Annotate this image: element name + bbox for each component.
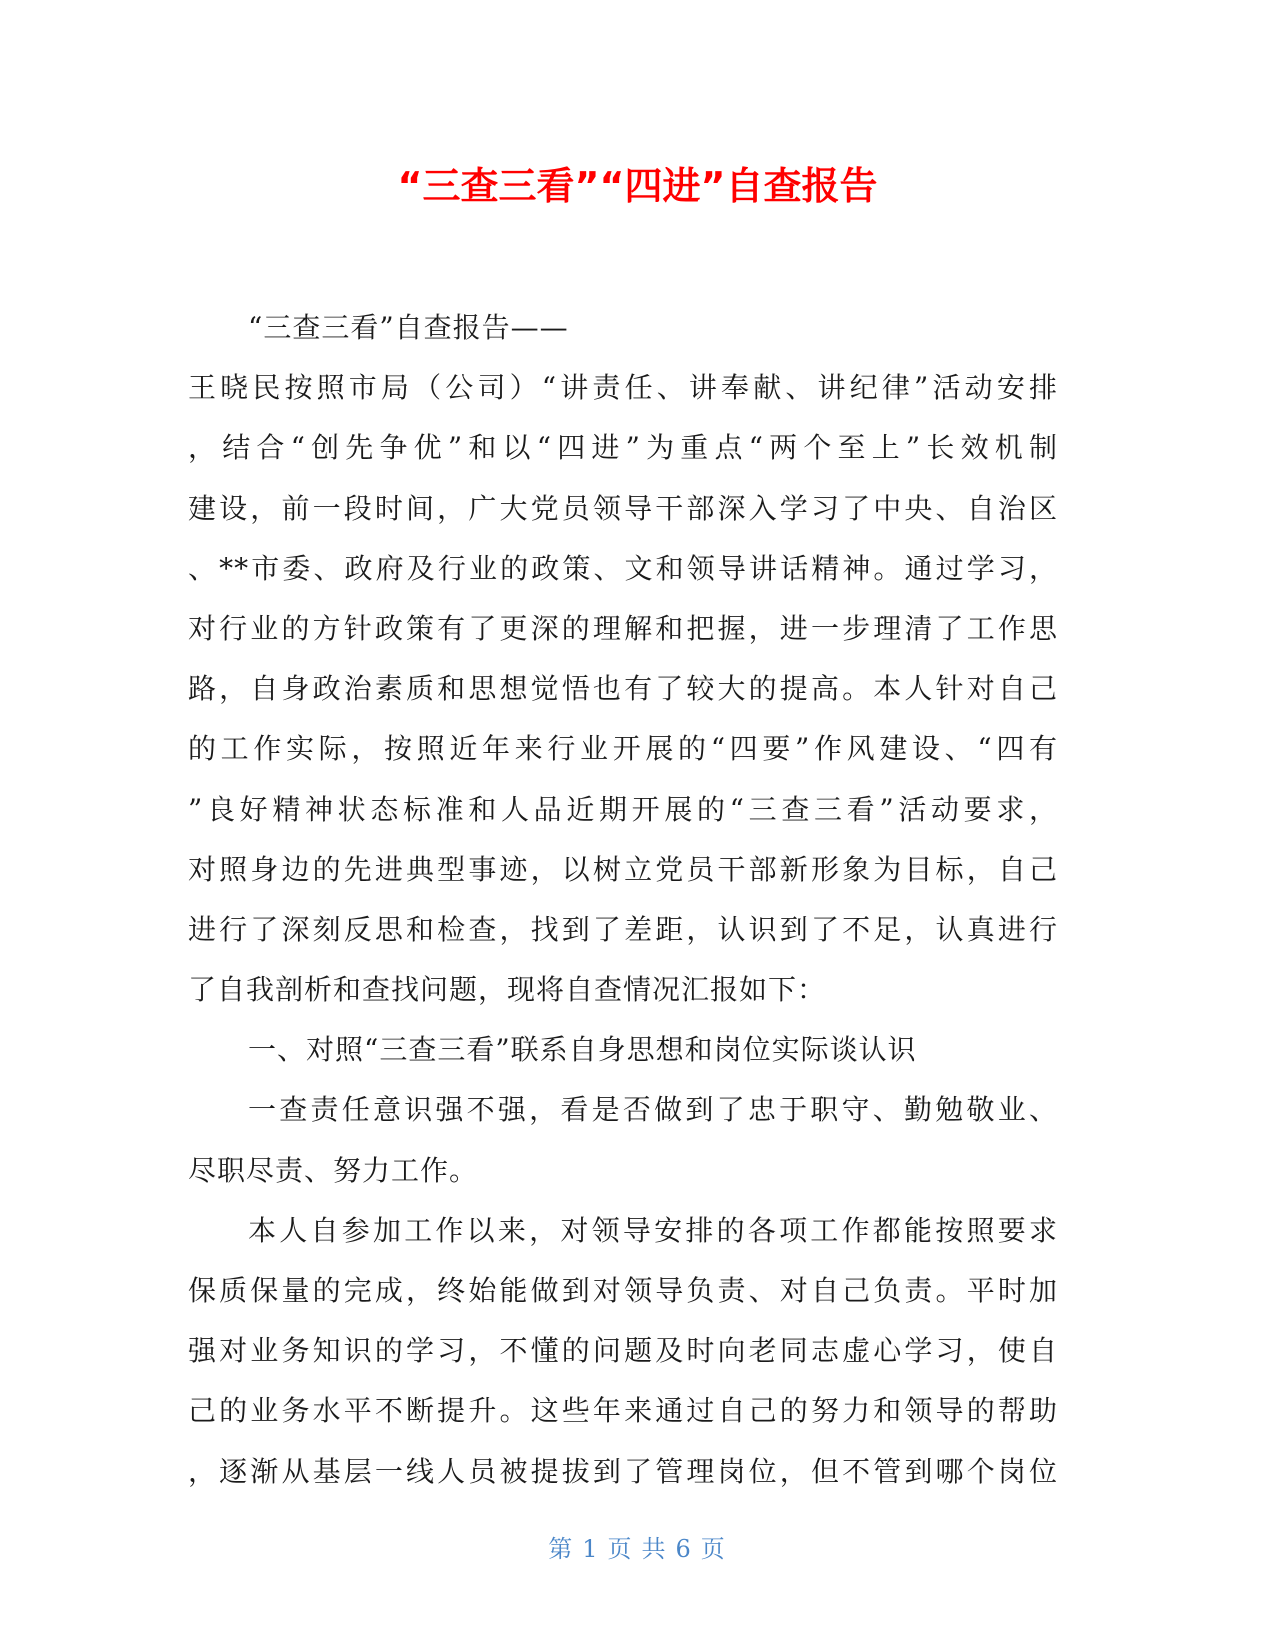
body-line: ，结合“创先争优”和以“四进”为重点“两个至上”长效机制 (188, 431, 1058, 465)
body-line: 的工作实际，按照近年来行业开展的“四要”作风建设、“四有 (188, 732, 1058, 766)
footer-page-unit: 页 (607, 1535, 634, 1563)
body-line: 一查责任意识强不强，看是否做到了忠于职守、勤勉敬业、 (248, 1093, 1058, 1127)
body-line: “三查三看”自查报告—— (248, 311, 569, 344)
body-line: 路，自身政治素质和思想觉悟也有了较大的提高。本人针对自己 (188, 672, 1058, 706)
page-title: “三查三看”“四进”自查报告 (397, 164, 878, 208)
footer-total-unit: 页 (700, 1535, 727, 1563)
body-line: ”良好精神状态标准和人品近期开展的“三查三看”活动要求， (188, 792, 1058, 826)
body-line: 建设，前一段时间，广大党员领导干部深入学习了中央、自治区 (188, 491, 1058, 525)
body-line: 强对业务知识的学习，不懂的问题及时向老同志虚心学习，使自 (188, 1334, 1058, 1368)
footer-total-label: 共 (641, 1535, 668, 1563)
body-line: 王晓民按照市局（公司）“讲责任、讲奉献、讲纪律”活动安排 (188, 371, 1058, 405)
footer-total-pages: 6 (675, 1535, 693, 1563)
page-footer (0, 1534, 1275, 1564)
body-line: ，逐渐从基层一线人员被提拔到了管理岗位，但不管到哪个岗位 (188, 1454, 1058, 1488)
document-body (188, 298, 1058, 1502)
body-line: 进行了深刻反思和检查，找到了差距，认识到了不足，认真进行 (188, 912, 1058, 946)
body-line: 对照身边的先进典型事迹，以树立党员干部新形象为目标，自己 (188, 852, 1058, 886)
footer-page-label: 第 (548, 1535, 575, 1563)
body-line: 了自我剖析和查找问题，现将自查情况汇报如下： (188, 973, 827, 1007)
body-line: 己的业务水平不断提升。这些年来通过自己的努力和领导的帮助 (188, 1394, 1058, 1428)
footer-page-number: 1 (582, 1535, 600, 1563)
body-line: 、**市委、政府及行业的政策、文和领导讲话精神。通过学习， (188, 551, 1058, 585)
body-line: 保质保量的完成，终始能做到对领导负责、对自己负责。平时加 (188, 1274, 1058, 1307)
body-line: 尽职尽责、努力工作。 (188, 1153, 479, 1187)
body-line: 对行业的方针政策有了更深的理解和把握，进一步理清了工作思 (188, 611, 1058, 645)
body-line: 一、对照“三查三看”联系自身思想和岗位实际谈认识 (248, 1033, 917, 1067)
body-line: 本人自参加工作以来，对领导安排的各项工作都能按照要求 (248, 1213, 1058, 1247)
